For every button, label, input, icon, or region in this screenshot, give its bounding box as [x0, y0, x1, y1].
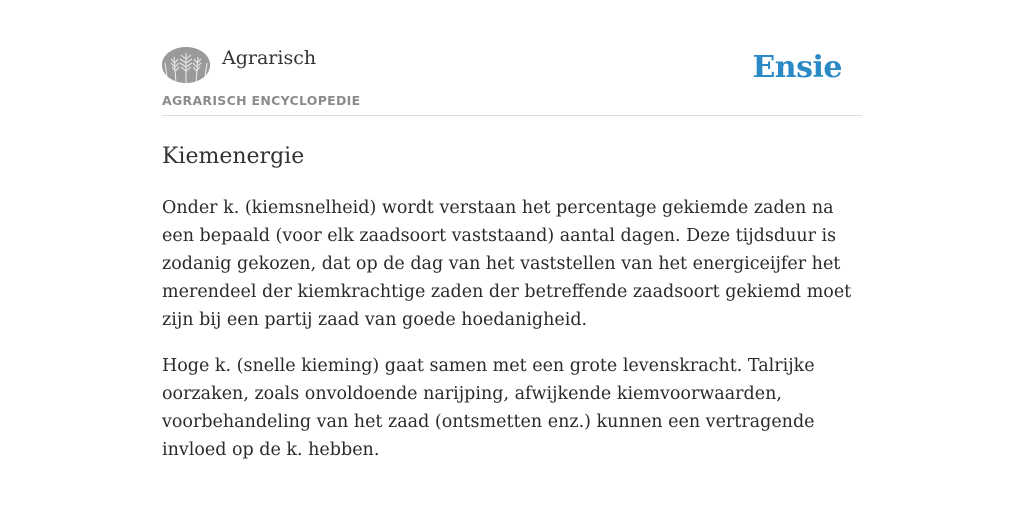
brand-logo[interactable]: Ensie [752, 50, 842, 85]
article-paragraph: Hoge k. (snelle kieming) gaat samen met een grote levenskracht. Talrijke oorzaken, zoals onvoldoende narijping, afwijkende kiemvoorwaarden, voorbehandeling van het zaad (ontsmetten enz.) kunnen een vertragende invloed op de k. hebben. [162, 356, 815, 460]
wheat-icon[interactable] [162, 47, 210, 83]
publication-header [162, 0, 862, 116]
article-title: Kiemenergie [162, 144, 305, 169]
publication-name[interactable]: Agrarisch [222, 47, 317, 69]
article-paragraph: Onder k. (kiemsnelheid) wordt verstaan het percentage gekiemde zaden na een bepaald (voor elk zaadsoort vaststaand) aantal dagen. Deze tijdsduur is zodanig gekozen, dat op de dag van het vaststellen van het energiceijfer het merendeel der kiemkrachtige zaden der betreffende zaadsoort gekiemd moet zijn bij een partij zaad van goede hoedanigheid. [162, 198, 852, 330]
publication-subtitle: AGRARISCH ENCYCLOPEDIE [162, 93, 361, 108]
page-container [162, 0, 862, 464]
